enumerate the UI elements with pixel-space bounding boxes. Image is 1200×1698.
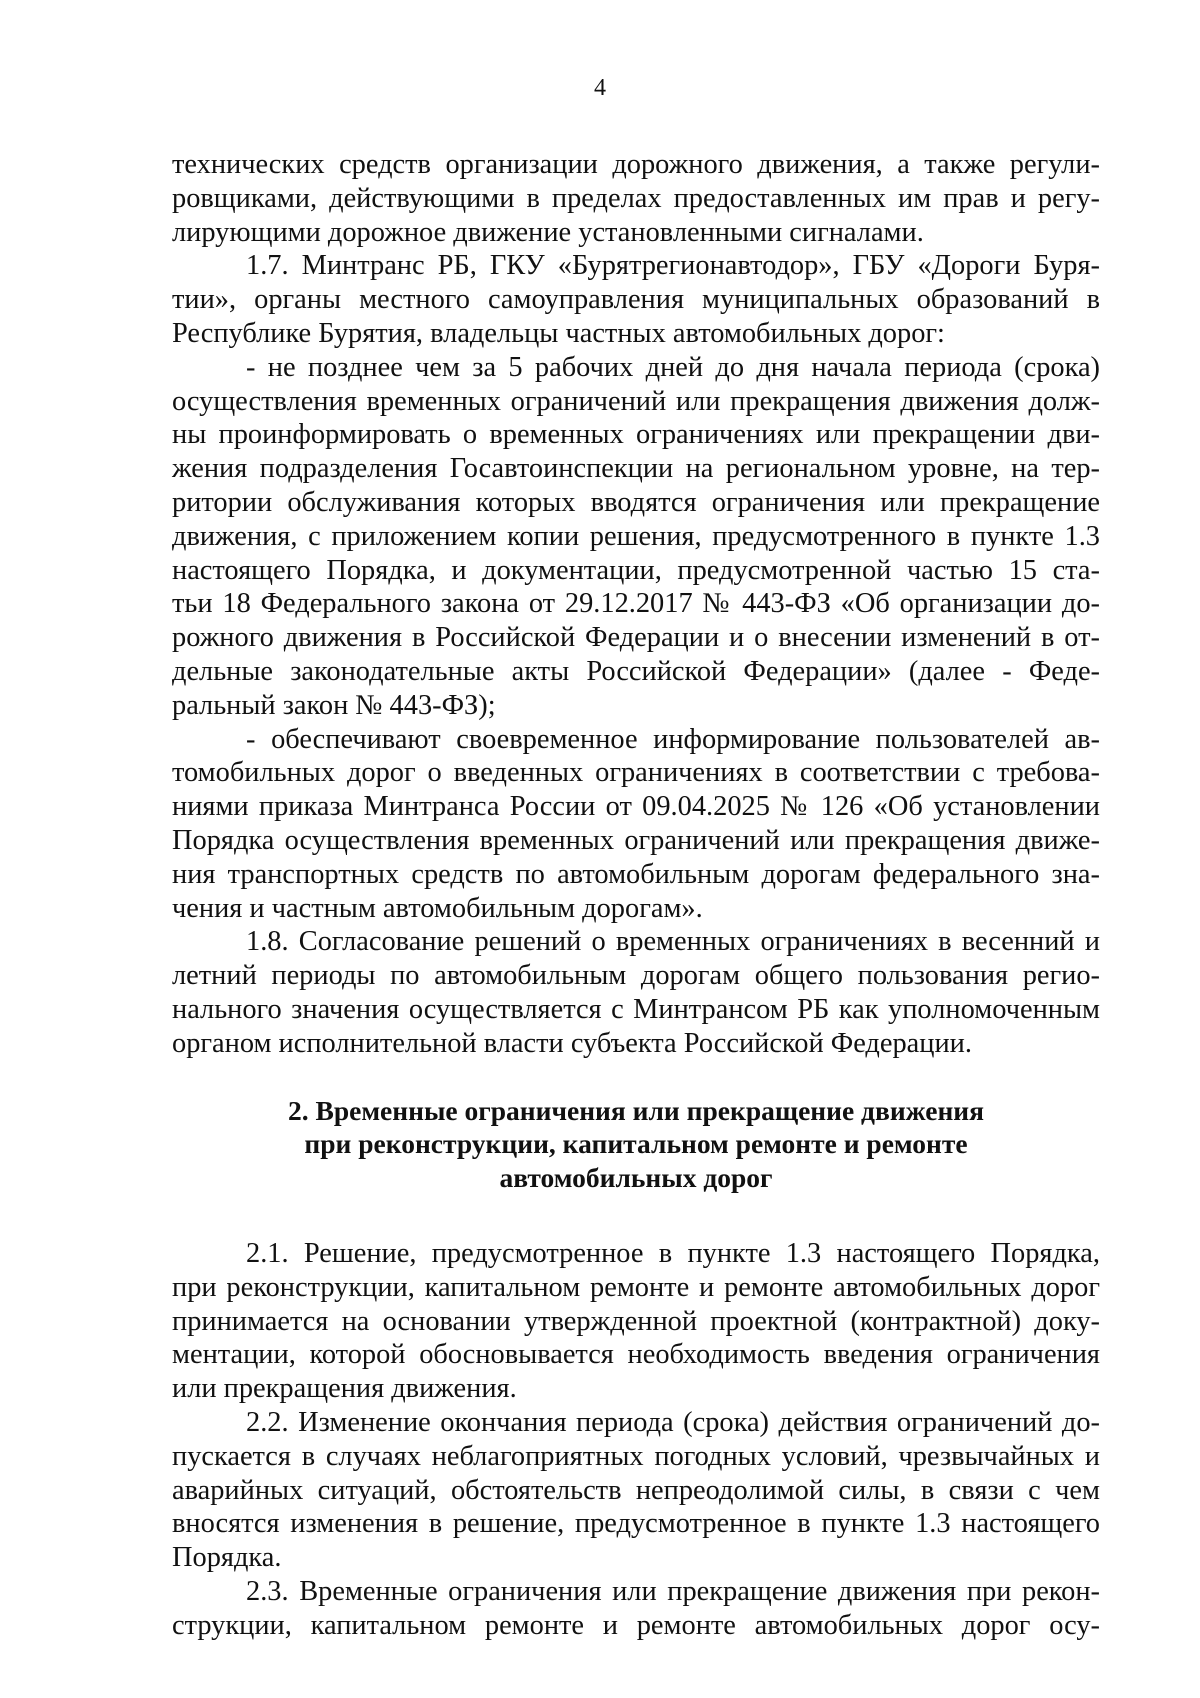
body-text [172,148,1100,1643]
text-line: - не позднее чем за 5 рабочих дней до дня начала периода (срока) [246,351,1100,383]
text-line: ровщиками, действующими в пределах предоставленных им прав и регу- [172,182,1100,214]
text-line: чения и частным автомобильным дорогам». [172,892,703,924]
heading-line: 2. Временные ограничения или прекращение движения [287,1094,985,1126]
text-line: аварийных ситуаций, обстоятельств непреодолимой силы, в связи с чем [172,1474,1100,1506]
paragraph-2-2 [172,1406,1100,1575]
text-line: настоящего Порядка, и документации, предусмотренной частью 15 ста- [172,554,1100,586]
text-line: осуществления временных ограничений или прекращения движения долж- [172,385,1100,417]
list-item-inform-users [172,723,1100,926]
text-line: или прекращения движения. [172,1373,517,1405]
text-line: ния транспортных средств по автомобильным дорогам федерального зна- [172,858,1100,890]
text-line: движения, с приложением копии решения, предусмотренного в пункте 1.3 [172,520,1100,552]
text-line: при реконструкции, капитальном ремонте и ремонте автомобильных дорог [172,1271,1100,1303]
text-line: летний периоды по автомобильным дорогам общего пользования регио- [172,960,1100,992]
text-line: Порядка. [172,1542,282,1574]
list-item-inform-police [172,351,1100,723]
text-line: технических средств организации дорожного движения, а также регули- [172,149,1100,180]
heading-line: автомобильных дорог [499,1161,773,1193]
paragraph-1-7 [172,249,1100,350]
text-line: ны проинформировать о временных ограничениях или прекращении дви- [172,419,1100,451]
text-line: ритории обслуживания которых вводятся ограничения или прекращение [172,486,1100,518]
text-line: ниями приказа Минтранса России от 09.04.2025 № 126 «Об установлении [172,791,1100,823]
text-line: Республике Бурятия, владельцы частных автомобильных дорог: [172,317,945,349]
text-line: ментации, которой обосновывается необходимость введения ограничения [172,1339,1100,1371]
text-line: нального значения осуществляется с Минтрансом РБ как уполномоченным [172,993,1100,1025]
text-line: Порядка осуществления временных ограничений или прекращения движе- [172,824,1100,856]
paragraph-1-8 [172,925,1100,1060]
text-line: 2.2. Изменение окончания периода (срока) действия ограничений до- [246,1407,1100,1438]
text-line: лирующими дорожное движение установленными сигналами. [172,216,924,248]
text-line: дельные законодательные акты Российской Федерации» (далее - Феде- [172,655,1100,687]
text-line: вносятся изменения в решение, предусмотренное в пункте 1.3 настоящего [172,1508,1100,1540]
text-line: струкции, капитальном ремонте и ремонте автомобильных дорог осу- [172,1609,1100,1641]
text-line: 2.3. Временные ограничения или прекращение движения при рекон- [246,1575,1100,1607]
paragraph-2-3 [172,1575,1100,1643]
paragraph-continuation [172,148,1100,249]
text-line: ральный закон № 443-ФЗ); [172,689,496,721]
text-line: тьи 18 Федерального закона от 29.12.2017 № 443-ФЗ «Об организации до- [172,588,1100,620]
heading-line: при реконструкции, капитальном ремонте и ремонте [304,1128,968,1160]
text-line: 1.7. Минтранс РБ, ГКУ «Бурятрегионавтодор», ГБУ «Дороги Буря- [246,250,1100,282]
page-number: 4 [594,75,606,101]
paragraph-2-1 [172,1237,1100,1406]
text-line: 2.1. Решение, предусмотренное в пункте 1.3 настоящего Порядка, [246,1238,1100,1270]
text-line: тии», органы местного самоуправления муниципальных образований в [172,284,1100,316]
section-heading [172,1094,1100,1195]
text-line: - обеспечивают своевременное информирование пользователей ав- [246,723,1100,755]
text-line: 1.8. Согласование решений о временных ограничениях в весенний и [246,926,1100,958]
text-line: жения подразделения Госавтоинспекции на региональном уровне, на тер- [172,453,1100,485]
text-line: томобильных дорог о введенных ограничениях в соответствии с требова- [172,757,1100,789]
text-line: пускается в случаях неблагоприятных погодных условий, чрезвычайных и [172,1440,1100,1472]
text-line: органом исполнительной власти субъекта Российской Федерации. [172,1027,972,1059]
text-line: рожного движения в Российской Федерации и о внесении изменений в от- [172,622,1100,654]
text-line: принимается на основании утвержденной проектной (контрактной) доку- [172,1305,1100,1337]
